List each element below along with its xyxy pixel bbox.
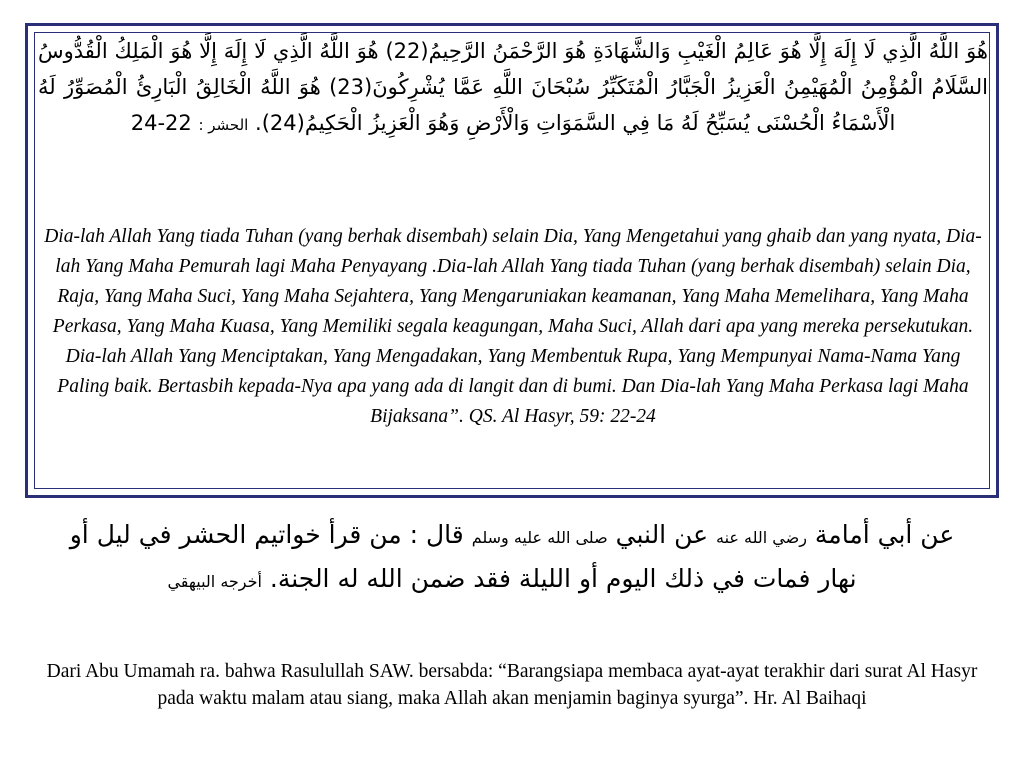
hadith-translation: Dari Abu Umamah ra. bahwa Rasulullah SAW. bersabda: “Barangsiapa membaca ayat-ayat terakhir dari surat Al Hasyr pada waktu malam atau siang, maka Allah akan menjamin baginya syurga”. Hr. Al Baihaqi <box>46 661 978 709</box>
hadith-arabic-text <box>60 514 964 602</box>
verse-translation: Dia-lah Allah Yang tiada Tuhan (yang berhak disembah) selain Dia, Yang Mengetahui yang ghaib dan yang nyata, Dia-lah Yang Maha Pemurah lagi Maha Penyayang .Dia-lah Allah Yang tiada Tuhan (yang berhak disembah) selain Dia, Raja, Yang Maha Suci, Yang Maha Sejahtera, Yang Mengaruniakan keamanan, Yang Maha Memelihara, Yang Maha Perkasa, Yang Maha Kuasa, Yang Memiliki segala keagungan, Maha Suci, Allah dari apa yang mereka persekutukan. Dia-lah Allah Yang Menciptakan, Yang Mengadakan, Yang Membentuk Rupa, Yang Mempunyai Nama-Nama Yang Paling baik. Bertasbih kepada-Nya apa yang ada di langit dan di bumi. Dan Dia-lah Yang Maha Perkasa lagi Maha Bijaksana”. QS. Al Hasyr, 59: 22-24 <box>44 226 982 427</box>
verse-arabic-ref-label: الحشر : <box>198 116 249 134</box>
hadith-source: أخرجه البيهقي <box>167 572 262 591</box>
hadith-matn: قال : من قرأ خواتيم الحشر في ليل أو نهار فمات في ذلك اليوم أو الليلة فقد ضمن الله له الجنة. <box>69 520 857 593</box>
verse-arabic-ref-number: 22-24 <box>130 111 192 135</box>
hadith-narrator: عن أبي أمامة <box>814 520 955 549</box>
verse-arabic-body: هُوَ اللَّهُ الَّذِي لَا إِلَهَ إِلَّا هُوَ عَالِمُ الْغَيْبِ وَالشَّهَادَةِ هُوَ الرَّحْمَنُ الرَّحِيمُ(22) هُوَ اللَّهُ الَّذِي لَا إِلَهَ إِلَّا هُوَ الْمَلِكُ الْقُدُّوسُ السَّلَامُ الْمُؤْمِنُ الْمُهَيْمِنُ الْعَزِيزُ الْجَبَّارُ الْمُتَكَبِّرُ سُبْحَانَ اللَّهِ عَمَّا يُشْرِكُونَ(23) هُوَ اللَّهُ الْخَالِقُ الْبَارِئُ الْمُصَوِّرُ لَهُ الْأَسْمَاءُ الْحُسْنَى يُسَبِّحُ لَهُ مَا فِي السَّمَوَاتِ وَالْأَرْضِ وَهُوَ الْعَزِيزُ الْحَكِيمُ(24). <box>38 39 988 135</box>
hadith-prophet: عن النبي <box>615 520 709 549</box>
hadith-salawat: صلى الله عليه وسلم <box>471 528 608 547</box>
hadith-narrator-honorific: رضي الله عنه <box>715 528 807 547</box>
verse-arabic-text <box>38 33 988 143</box>
